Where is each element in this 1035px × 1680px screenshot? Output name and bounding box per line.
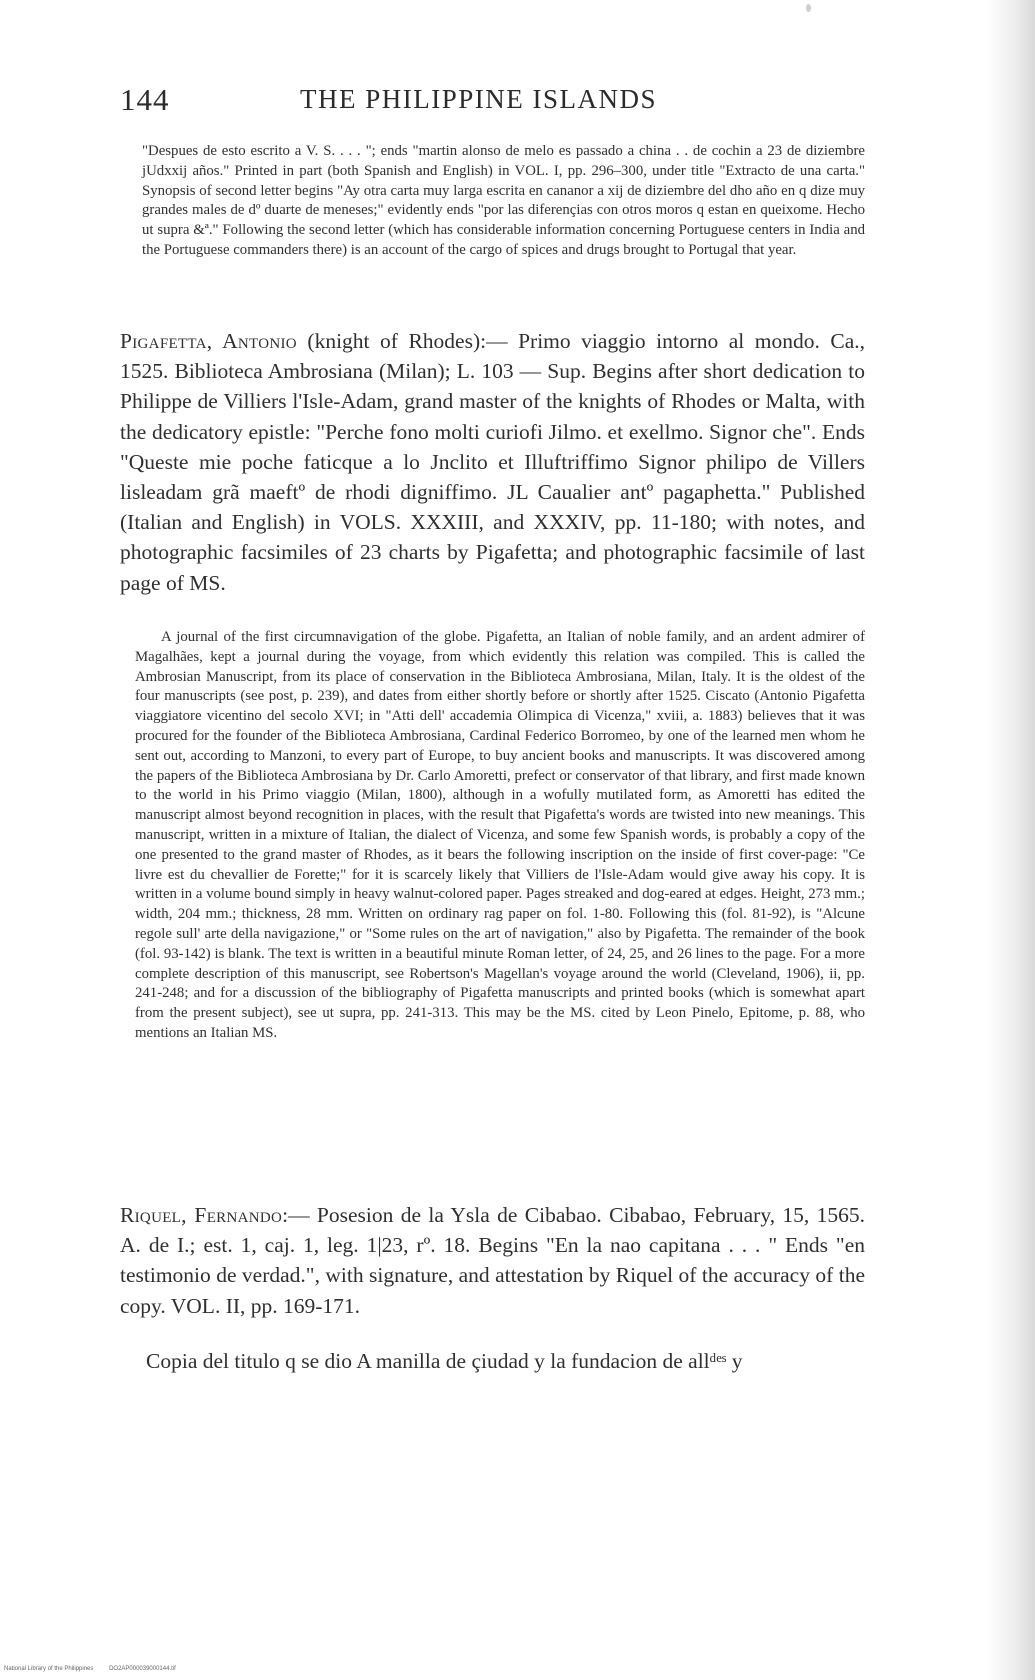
continuing-entry <box>120 1346 865 1376</box>
entry-riquel <box>120 1200 865 1321</box>
entry-heading: Riquel, Fernando <box>120 1203 283 1227</box>
entry-pigafetta-note <box>135 628 865 1044</box>
running-head: THE PHILIPPINE ISLANDS <box>300 84 657 114</box>
page-number: 144 <box>120 82 170 117</box>
entry-note-text: A journal of the first circumnavigation of the globe. Pigafetta, an Italian of noble family, and an ardent admirer of Magalhães, kept a journal during the voyage, from which evidently this relation was compiled. This is called the Ambrosian Manuscript, from its place of conservation in the Biblioteca Ambrosiana, Milan, Italy. It is the oldest of the four manuscripts (see post, p. 239), and dates from either shortly before or shortly after 1525. Ciscato (Antonio Pigafetta viaggiatore vicentino del secolo XVI; in "Atti dell' accademia Olimpica di Vicenza," xviii, a. 1883) believes that it was procured for the founder of the Biblioteca Ambrosiana, Cardinal Federico Borromeo, by one of the learned men whom he sent out, according to Manzoni, to every part of Europe, to buy ancient books and manuscripts. It was discovered among the papers of the Biblioteca Ambrosiana by Dr. Carlo Amoretti, prefect or conservator of that library, and first made known to the world in his Primo viaggio (Milan, 1800), although in a wofully mutilated form, as Amoretti has edited the manuscript almost beyond recognition in places, with the result that Pigafetta's words are twisted into new meanings. This manuscript, written in a mixture of Italian, the dialect of Vicenza, and some few Spanish words, is probably a copy of the one presented to the grand master of Rhodes, as it bears the following inscription on the inside of first cover-page: "Ce livre est du chevallier de Forette;" for it is scarcely likely that Villiers de l'Isle-Adam would give away his copy. It is written in a volume bound simply in heavy walnut-colored paper. Pages streaked and dog-eared at edges. Height, 273 mm.; width, 204 mm.; thickness, 28 mm. Written on ordinary rag paper on fol. 1-80. Following this (fol. 81-92), is "Alcune regole sull' arte della navigazione," or "Some rules on the art of navigation," also by Pigafetta. The remainder of the book (fol. 93-142) is blank. The text is written in a beautiful minute Roman letter, of 24, 25, and 26 lines to the page. For a more complete description of this manuscript, see Robertson's Magellan's voyage around the world (Cleveland, 1906), ii, pp. 241-248; and for a discussion of the bibliography of Pigafetta manuscripts and printed books (which is somewhat apart from the present subject), see ut supra, pp. 241-313. This may be the MS. cited by Leon Pinelo, Epitome, p. 88, who mentions an Italian MS. <box>135 629 865 1041</box>
page-header <box>120 82 910 122</box>
entry-body: :— Posesion de la Ysla de Cibabao. Cibabao, February, 15, 1565. A. de I.; est. 1, caj. 1, leg. 1|23, rº. 18. Begins "En la nao capitana . . . " Ends "en testimonio de verdad.", with signature, and attestation by Riquel of the accuracy of the copy. VOL. II, pp. 169-171. <box>120 1203 865 1318</box>
entry-riquel-text <box>120 1200 865 1321</box>
dust-speck <box>806 4 811 12</box>
scan-edge <box>987 0 1035 1680</box>
footer-code: DO2AP000039000144.tif <box>109 1666 176 1672</box>
continuing-entry-text: Copia del titulo q se dio A manilla de çiudad y la fundacion de allᵈᵉˢ y <box>146 1349 743 1373</box>
entry-body: (knight of Rhodes):— Primo viaggio intorno al mondo. Ca., 1525. Biblioteca Ambrosiana (Milan); L. 103 — Sup. Begins after short dedication to Philippe de Villiers l'Isle-Adam, grand master of the knights of Rhodes or Malta, with the dedicatory epistle: "Perche fono molti curiofi Jilmo. et exellmo. Signor che". Ends "Queste mie poche faticque a lo Jnclito et Illuftriffimo Signor philipo de Villers lisleadam grã maeftº de rhodi digniffimo. JL Caualier antº pagaphetta." Published (Italian and English) in VOLS. XXXIII, and XXXIV, pp. 11-180; with notes, and photographic facsimiles of 23 charts by Pigafetta; and photographic facsimile of last page of MS. <box>120 329 865 595</box>
entry-heading: Pigafetta, Antonio <box>120 329 297 353</box>
previous-entry-note-text: "Despues de esto escrito a V. S. . . . "; ends "martin alonso de melo es passado a china . . de cochin a 23 de diziembre jUdxxij años." Printed in part (both Spanish and English) in VOL. I, pp. 296–300, under title "Extracto de una carta." Synopsis of second letter begins "Ay otra carta muy larga escrita en cananor a xij de diziembre del dho año en q dize muy grandes males de dº duarte de meneses;" evidently ends "por las diferençias con otros moros q estan en queixome. Hecho ut supra &ª." Following the second letter (which has considerable information concerning Portuguese centers in India and the Portuguese commanders there) is an account of the cargo of spices and drugs brought to Portugal that year. <box>142 143 865 258</box>
footer-library: National Library of the Philippines <box>4 1666 94 1672</box>
scan-footer <box>4 1666 190 1672</box>
previous-entry-note <box>135 142 865 261</box>
entry-pigafetta <box>120 326 865 598</box>
entry-pigafetta-text <box>120 326 865 598</box>
